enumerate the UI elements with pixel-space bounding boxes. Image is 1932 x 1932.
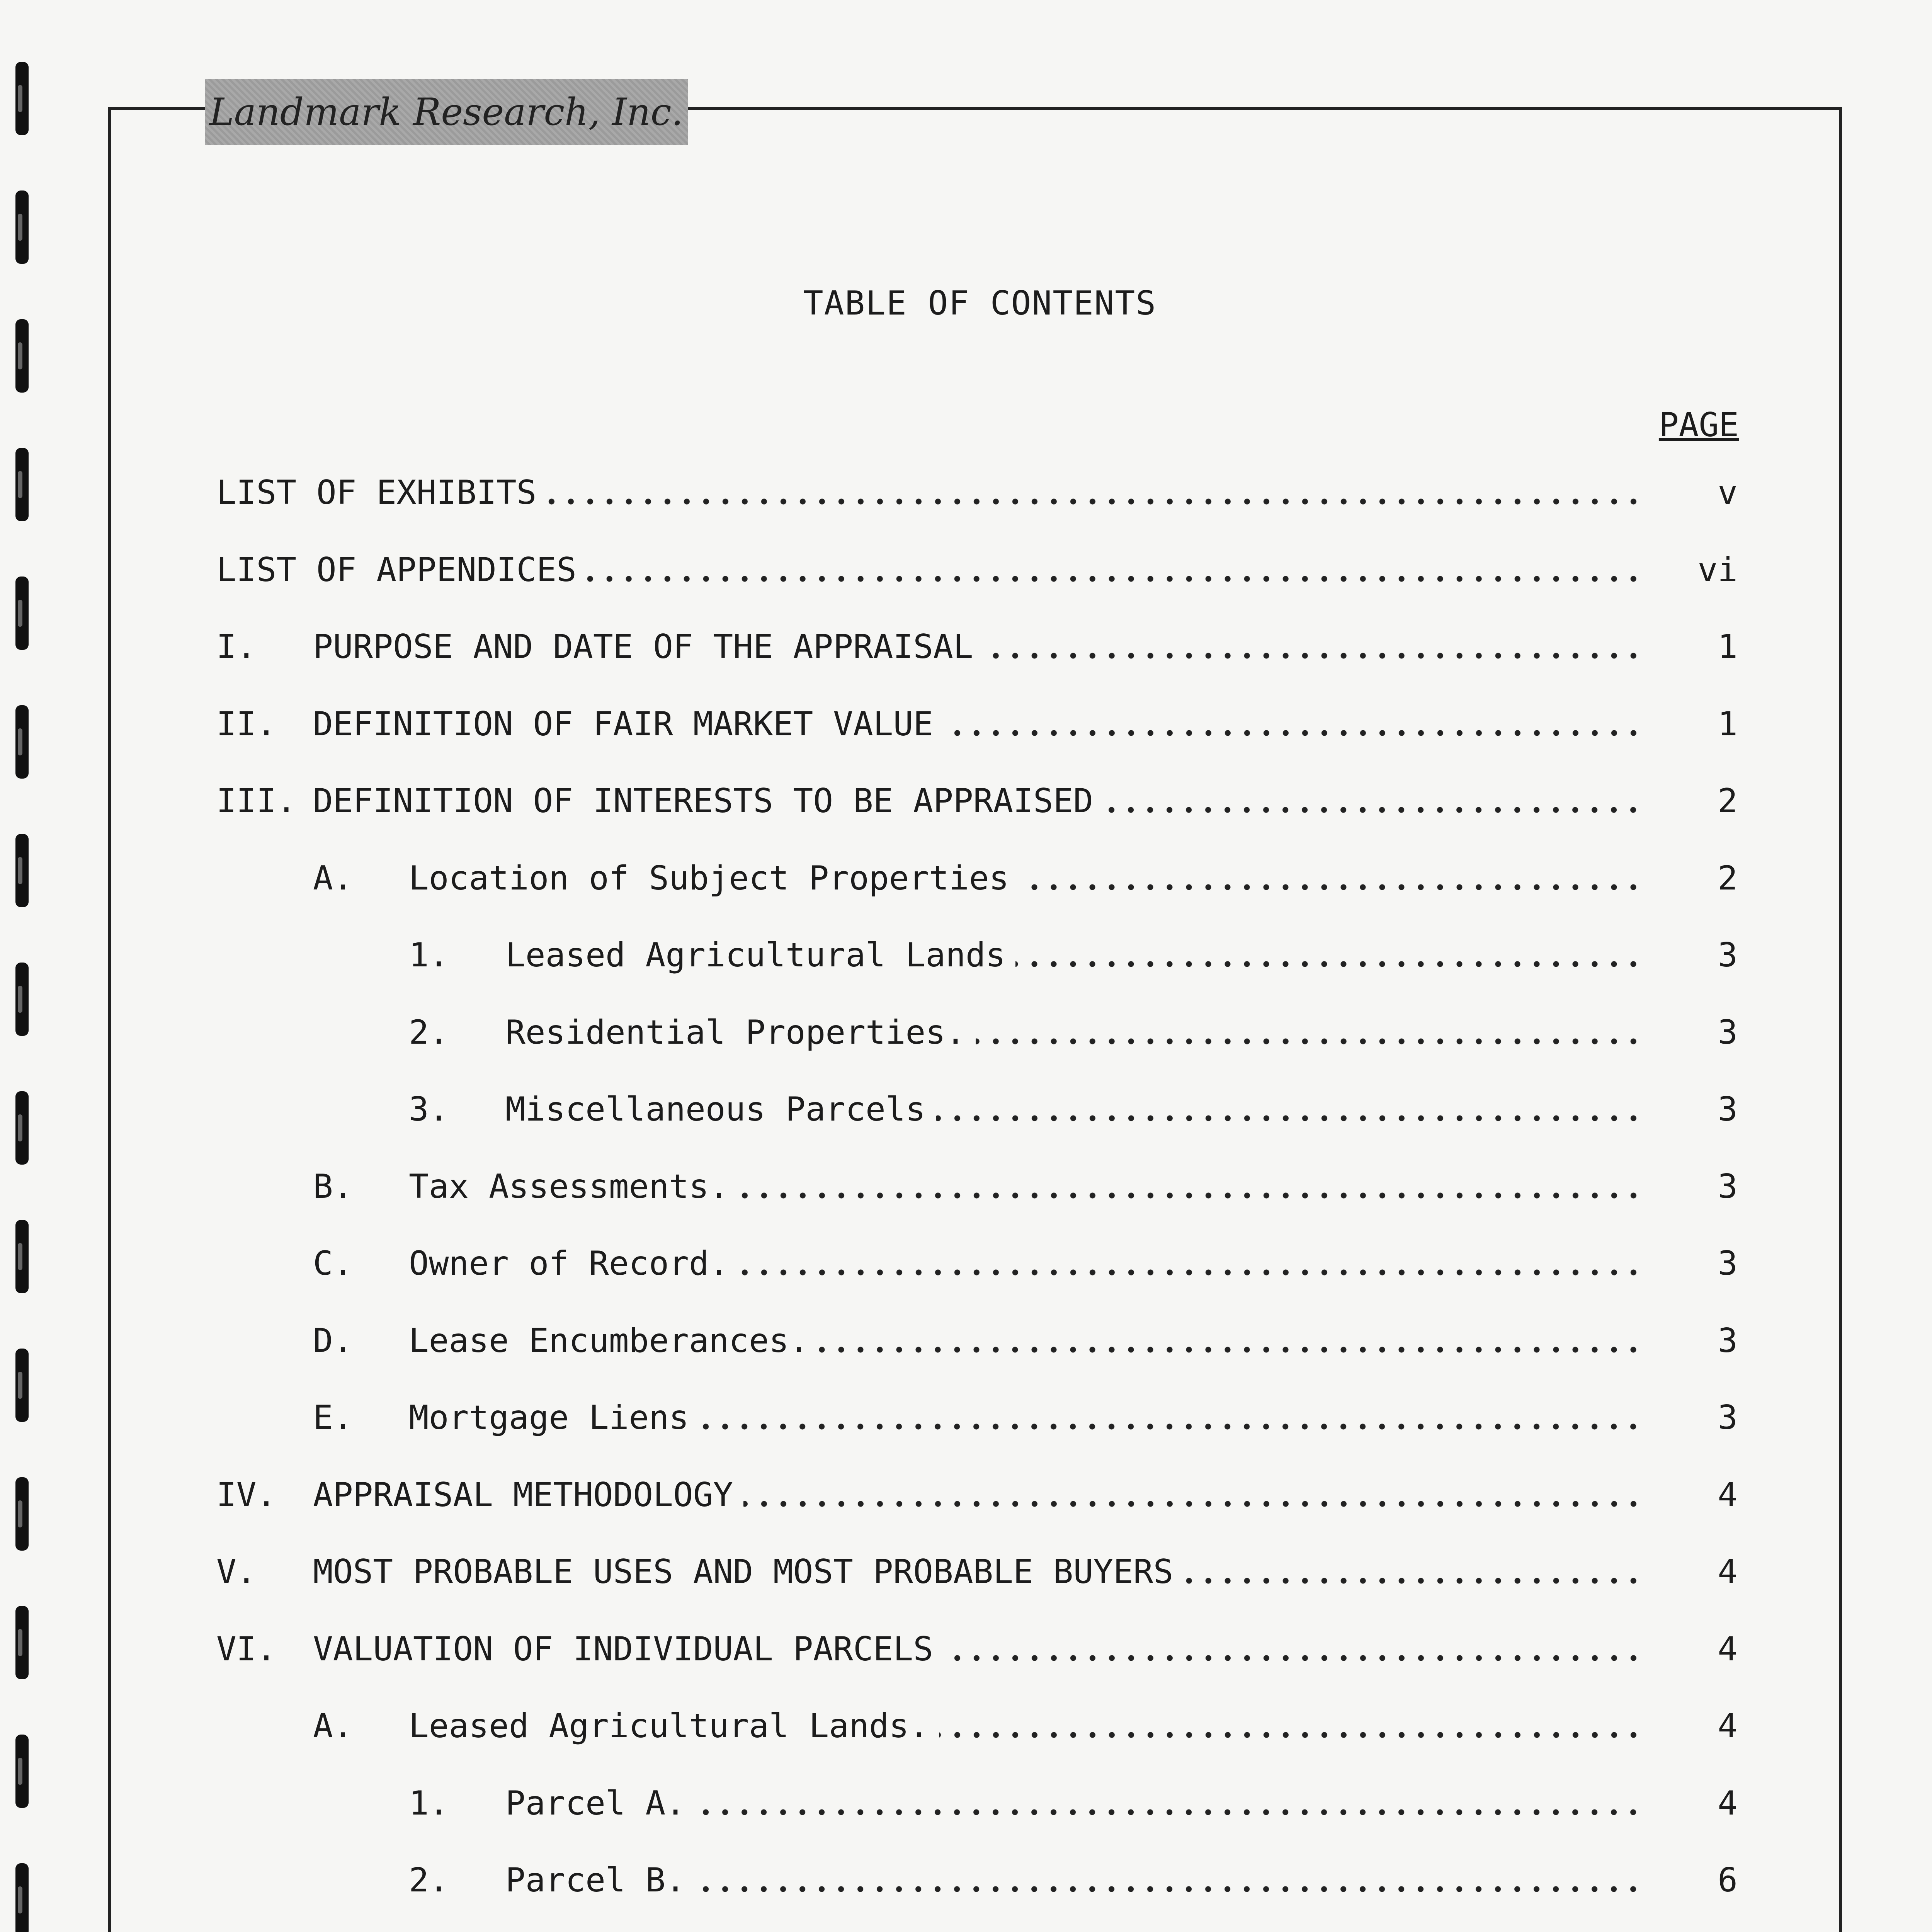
toc-entry-number: I. — [216, 628, 257, 666]
toc-entry-label: Parcel A. — [505, 1784, 685, 1823]
toc-entry-number: 2. — [409, 1013, 449, 1052]
toc-entry-label: Owner of Record. — [409, 1244, 729, 1283]
toc-entry-label: APPRAISAL METHODOLOGY — [313, 1475, 733, 1514]
toc-entry-page: 6 — [1718, 1861, 1738, 1900]
toc-entry-page: 2 — [1718, 782, 1738, 820]
toc-entry-page: 4 — [1718, 1707, 1738, 1745]
toc-entry-label: DEFINITION OF FAIR MARKET VALUE — [313, 704, 934, 743]
toc-entry-number: V. — [216, 1553, 257, 1591]
toc-entry — [0, 1470, 1932, 1520]
toc-entry-number: III. — [216, 782, 297, 820]
toc-entry — [0, 1316, 1932, 1366]
toc-entry-page: vi — [1697, 550, 1738, 589]
toc-entry-number: II. — [216, 704, 277, 743]
toc-entry-page: 4 — [1718, 1553, 1738, 1591]
toc-entry-label: LIST OF EXHIBITS — [216, 473, 537, 512]
toc-entry-page: 1 — [1718, 704, 1738, 743]
toc-entry-page: 3 — [1718, 1244, 1738, 1283]
toc-entry-label: Leased Agricultural Lands — [505, 936, 1006, 975]
toc-entry-page: 3 — [1718, 1090, 1738, 1129]
toc-entry — [0, 853, 1932, 903]
toc-entry — [0, 622, 1932, 672]
dot-leader — [939, 1731, 1643, 1739]
toc-entry-number: VI. — [216, 1629, 277, 1668]
toc-entry-label: Mortgage Liens — [409, 1398, 689, 1437]
toc-entry — [0, 545, 1932, 595]
toc-entry-number: IV. — [216, 1475, 277, 1514]
toc-entry-label: PURPOSE AND DATE OF THE APPRAISAL — [313, 628, 973, 666]
toc-entry-label: Leased Agricultural Lands. — [409, 1707, 929, 1745]
toc-entry-number: 1. — [409, 936, 449, 975]
toc-entry-number: 2. — [409, 1861, 449, 1900]
toc-entry — [0, 776, 1932, 826]
toc-entry-label: Tax Assessments. — [409, 1167, 729, 1206]
dot-leader — [936, 1114, 1643, 1122]
toc-entry — [0, 1393, 1932, 1443]
toc-entry-page: 4 — [1718, 1629, 1738, 1668]
dot-leader — [1019, 883, 1643, 891]
toc-entry-label: Parcel B. — [505, 1861, 685, 1900]
dot-leader — [819, 1346, 1643, 1354]
toc-entry-page: 4 — [1718, 1784, 1738, 1823]
dot-leader — [1102, 806, 1643, 814]
toc-entry-number: B. — [313, 1167, 353, 1206]
dot-leader — [696, 1808, 1643, 1816]
dot-leader — [743, 1500, 1643, 1508]
toc-entry — [0, 930, 1932, 980]
dot-leader — [943, 1654, 1643, 1662]
dot-leader — [943, 729, 1643, 737]
toc-entry-page: 4 — [1718, 1475, 1738, 1514]
toc-entry-label: Residential Properties. — [505, 1013, 966, 1052]
page-column-header: PAGE — [1658, 406, 1739, 444]
toc-entry-page: 1 — [1718, 628, 1738, 666]
toc-entry — [0, 1624, 1932, 1674]
toc-entry-page: v — [1718, 473, 1738, 512]
toc-entry-label: Location of Subject Properties — [409, 859, 1009, 898]
toc-entry-number: 3. — [409, 1090, 449, 1129]
dot-leader — [1015, 960, 1643, 968]
toc-entry — [0, 699, 1932, 749]
toc-entry — [0, 1007, 1932, 1058]
toc-entry-number: A. — [313, 859, 353, 898]
toc-entry-label: Miscellaneous Parcels — [505, 1090, 926, 1129]
dot-leader — [983, 652, 1643, 660]
toc-entry-number: D. — [313, 1321, 353, 1360]
toc-entry-number: 1. — [409, 1784, 449, 1823]
toc-entry — [0, 1547, 1932, 1597]
dot-leader — [1182, 1577, 1643, 1585]
dot-leader — [699, 1423, 1643, 1430]
dot-leader — [587, 575, 1643, 583]
dot-leader — [740, 1192, 1643, 1199]
page-title: TABLE OF CONTENTS — [803, 284, 1157, 323]
toc-entry — [0, 1238, 1932, 1289]
toc-entry-number: C. — [313, 1244, 353, 1283]
dot-leader — [547, 498, 1643, 505]
logo-text: Landmark Research, Inc. — [209, 90, 684, 134]
toc-entry — [0, 1084, 1932, 1134]
toc-entry-page: 2 — [1718, 859, 1738, 898]
toc-entry-page: 3 — [1718, 1013, 1738, 1052]
toc-entry-page: 3 — [1718, 936, 1738, 975]
toc-entry-page: 3 — [1718, 1398, 1738, 1437]
toc-entry-label: Lease Encumberances. — [409, 1321, 809, 1360]
toc-entry — [0, 1855, 1932, 1905]
toc-entry-page: 3 — [1718, 1321, 1738, 1360]
toc-entry — [0, 1701, 1932, 1751]
toc-entry — [0, 1778, 1932, 1828]
dot-leader — [976, 1037, 1643, 1045]
toc-entry-number: E. — [313, 1398, 353, 1437]
dot-leader — [696, 1885, 1643, 1893]
toc-entry-number: A. — [313, 1707, 353, 1745]
toc-entry-page: 3 — [1718, 1167, 1738, 1206]
toc-entry-label: MOST PROBABLE USES AND MOST PROBABLE BUYERS — [313, 1553, 1173, 1591]
toc-entry — [0, 1162, 1932, 1212]
dot-leader — [740, 1269, 1643, 1276]
toc-entry — [0, 468, 1932, 518]
toc-entry-label: DEFINITION OF INTERESTS TO BE APPRAISED — [313, 782, 1094, 820]
toc-entry-label: VALUATION OF INDIVIDUAL PARCELS — [313, 1629, 934, 1668]
toc-entry-label: LIST OF APPENDICES — [216, 550, 577, 589]
